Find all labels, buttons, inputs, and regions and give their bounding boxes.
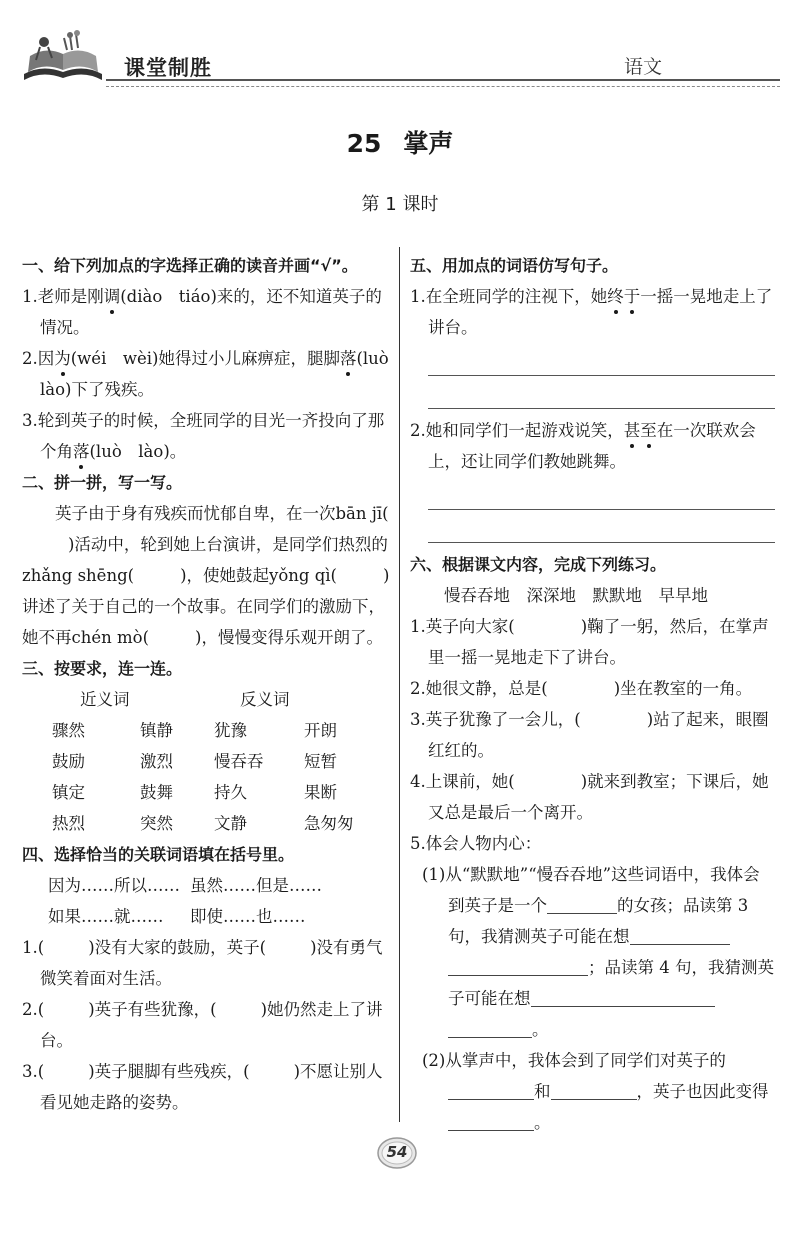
answer-blank[interactable] (448, 1081, 534, 1100)
item-text: ( (37, 1000, 45, 1019)
item-text: )英子腿脚有些残疾，( (88, 1062, 250, 1081)
section-4-title: 四、选择恰当的关联词语填在括号里。 (22, 845, 295, 864)
item-text: (wéi wèi)她得过小儿麻痹症，腿脚 (70, 349, 340, 368)
right-column (410, 250, 775, 1138)
item-text: ，英子也因此变得 (636, 1082, 769, 1101)
item-number: 1. (410, 287, 426, 306)
antonym-header: 反义词 (240, 690, 290, 709)
item-text: ( (37, 1062, 45, 1081)
s6-question-2 (410, 1045, 775, 1138)
item-text: 上课前，她( (425, 772, 515, 791)
writing-line[interactable] (428, 343, 775, 376)
lesson-title (0, 124, 800, 160)
item-text: (luò lào)下了残疾。 (40, 349, 406, 399)
dotted-char: 落 (340, 343, 357, 374)
synonym-header: 近义词 (80, 690, 130, 709)
brand-title: 课堂制胜 (124, 56, 212, 80)
item-text: )鞠了一躬，然后，在掌声里一摇一晃地走下了讲台。 (428, 617, 769, 667)
s6-question-1 (410, 859, 775, 1045)
passage-text: )，慢慢变得乐观开朗了。 (195, 628, 383, 647)
item-number: (1) (422, 865, 446, 884)
item-text: (diào tiáo)来的，还不知道英子的情况。 (40, 287, 382, 337)
dotted-char: 于 (624, 281, 641, 312)
match-word[interactable]: 急匆匆 (304, 814, 354, 833)
s3-row (22, 808, 390, 839)
item-number: 2. (22, 1000, 38, 1019)
s2-passage (22, 498, 390, 653)
left-column (22, 250, 406, 1118)
match-word[interactable]: 持久 (214, 783, 247, 802)
item-number: 3. (22, 1062, 38, 1081)
column-divider (399, 247, 400, 1122)
passage-text: 英子由于身有残疾而忧郁自卑，在一次 (55, 504, 336, 523)
answer-blank[interactable] (547, 895, 617, 914)
s5-item-1 (410, 281, 775, 343)
s5-item-2 (410, 415, 775, 477)
item-number: 4. (410, 772, 426, 791)
s1-item-1 (22, 281, 390, 343)
pinyin-prompt: bān jī( (335, 504, 389, 523)
item-number: 2. (410, 679, 426, 698)
writing-line[interactable] (428, 477, 775, 510)
item-text: 从“默默地”“慢吞吞地”这些词语中，我体会到英子是一个 (445, 865, 760, 915)
answer-blank[interactable] (531, 988, 715, 1007)
section-1-title: 一、给下列加点的字选择正确的读音并画“√”。 (22, 256, 358, 275)
item-text: )没有勇气微笑着面对生活。 (40, 938, 383, 988)
dotted-char: 至 (640, 415, 657, 446)
s4-options-row (22, 901, 390, 932)
item-text: 。 (534, 1113, 551, 1132)
s4-item-3 (22, 1056, 390, 1118)
passage-text: )，使她鼓起 (180, 566, 270, 585)
match-word[interactable]: 热烈 (52, 814, 85, 833)
s6-word-bank: 慢吞吞地 深深地 默默地 早早地 (444, 586, 708, 605)
s3-headers (22, 684, 390, 715)
item-text: 英子犹豫了一会儿，( (425, 710, 581, 729)
s4-item-2 (22, 994, 390, 1056)
pinyin-prompt: zhǎng shēng( (22, 566, 135, 585)
subject-label: 语文 (624, 56, 663, 78)
item-number: 3. (22, 411, 38, 430)
connective-option: 如果……就…… (48, 907, 164, 926)
writing-line[interactable] (428, 376, 775, 409)
item-text: 在一次联欢会上，还让同学们教她跳舞。 (428, 421, 756, 471)
dotted-char: 调 (104, 281, 121, 312)
writing-line[interactable] (428, 510, 775, 543)
item-text: (luò lào)。 (89, 442, 187, 461)
section-6-title: 六、根据课文内容，完成下列练习。 (410, 555, 667, 574)
match-word[interactable]: 果断 (304, 783, 337, 802)
item-text: 她很文静，总是( (425, 679, 548, 698)
item-number: 3. (410, 710, 426, 729)
header-dashed-rule (106, 86, 780, 87)
section-2-title: 二、拼一拼，写一写。 (22, 473, 183, 492)
s4-item-1 (22, 932, 390, 994)
item-text: )她仍然走上了讲台。 (40, 1000, 383, 1050)
answer-blank[interactable] (630, 926, 730, 945)
connective-option: 因为……所以…… (48, 876, 180, 895)
item-number: 1. (22, 287, 38, 306)
item-text: 英子向大家( (425, 617, 515, 636)
answer-blank[interactable] (448, 1019, 532, 1038)
match-word[interactable]: 突然 (140, 814, 173, 833)
match-word[interactable]: 短暂 (304, 752, 337, 771)
item-number: 2. (22, 349, 38, 368)
book-logo-icon (20, 30, 106, 84)
answer-blank[interactable] (448, 957, 588, 976)
s6-item-5 (410, 828, 775, 859)
header-rule (106, 79, 780, 81)
item-text: 和 (534, 1082, 551, 1101)
match-word[interactable]: 鼓励 (52, 752, 85, 771)
s3-row (22, 746, 390, 777)
passage-text: )活动中，轮到她上台演讲，是同学们热烈的 (68, 535, 388, 554)
page-header (20, 30, 780, 90)
s3-row (22, 715, 390, 746)
connective-option: 即使……也…… (190, 907, 306, 926)
item-text: )不愿让别人看见她走路的姿势。 (40, 1062, 383, 1112)
item-text: 她和同学们一起游戏说笑， (425, 421, 624, 440)
section-5-title: 五、用加点的词语仿写句子。 (410, 256, 619, 275)
item-text: 轮到英子的时候，全班同学的目光一齐投向了那个角 (37, 411, 385, 461)
dotted-char: 甚 (624, 415, 641, 446)
pinyin-prompt: yǒng qì( (269, 566, 337, 585)
item-text: 在全班同学的注视下，她 (425, 287, 608, 306)
section-3-title: 三、按要求，连一连。 (22, 659, 183, 678)
item-text: )坐在教室的一角。 (613, 679, 753, 698)
item-number: 2. (410, 421, 426, 440)
dotted-char: 落 (73, 436, 90, 467)
match-word[interactable]: 激烈 (140, 752, 173, 771)
connective-option: 虽然……但是…… (190, 876, 322, 895)
item-text: ；品读第 4 句，我猜测英子可能在想 (448, 958, 774, 1008)
lesson-number: 25 (346, 129, 382, 158)
s1-item-3 (22, 405, 390, 467)
match-word[interactable]: 鼓舞 (140, 783, 173, 802)
dotted-char: 终 (607, 281, 624, 312)
item-text: ( (37, 938, 45, 957)
match-word[interactable]: 慢吞吞 (214, 752, 264, 771)
item-number: 1. (22, 938, 38, 957)
item-number: 5. (410, 834, 426, 853)
s6-item-2 (410, 673, 775, 704)
s6-item-3 (410, 704, 775, 766)
answer-blank[interactable] (551, 1081, 637, 1100)
item-text: )英子有些犹豫，( (88, 1000, 217, 1019)
item-text: )没有大家的鼓励，英子( (88, 938, 267, 957)
item-text: 。 (532, 1020, 549, 1039)
match-word[interactable]: 骤然 (52, 721, 85, 740)
item-text: 因 (37, 349, 55, 368)
s3-row (22, 777, 390, 808)
match-word[interactable]: 犹豫 (214, 721, 247, 740)
lesson-name: 掌声 (403, 129, 454, 158)
answer-blank[interactable] (448, 1112, 534, 1131)
s4-options-row (22, 870, 390, 901)
dotted-char: 为 (54, 343, 71, 374)
page-number: 54 (386, 1143, 408, 1161)
item-text: )站了起来，眼圈红红的。 (428, 710, 769, 760)
item-text: )就来到教室；下课后，她又总是最后一个离开。 (428, 772, 769, 822)
lesson-period: 第 1 课时 (361, 194, 439, 215)
item-text: 体会人物内心： (425, 834, 542, 853)
passage-text: )讲述了关于自己的一个故事。在同学们的激励下，她不再 (22, 566, 390, 647)
pinyin-prompt: chén mò( (71, 628, 150, 647)
item-number: 1. (410, 617, 426, 636)
item-text: 一摇一晃地走上了讲台。 (428, 287, 773, 337)
s6-item-1 (410, 611, 775, 673)
item-number: (2) (422, 1051, 446, 1070)
match-word[interactable]: 文静 (214, 814, 247, 833)
match-word[interactable]: 开朗 (304, 721, 337, 740)
item-text: 老师是刚 (37, 287, 104, 306)
item-text: 从掌声中，我体会到了同学们对英子的 (445, 1051, 726, 1070)
match-word[interactable]: 镇定 (52, 783, 85, 802)
s1-item-2 (22, 343, 406, 405)
s6-item-4 (410, 766, 775, 828)
match-word[interactable]: 镇静 (140, 721, 173, 740)
item-text: 的女孩；品读第 3 句，我猜测英子可能在想 (448, 896, 749, 946)
